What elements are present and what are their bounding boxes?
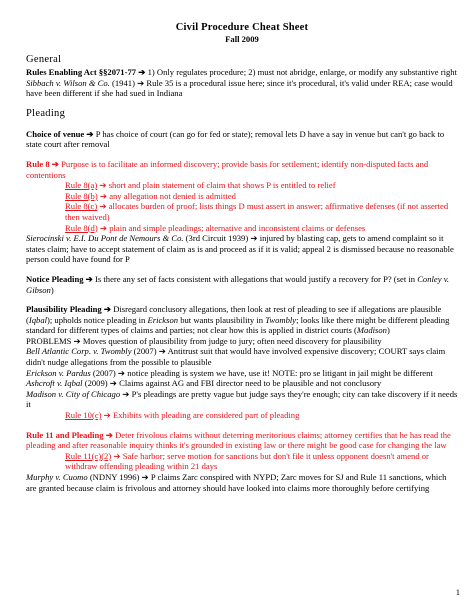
rea-paragraph: Rules Enabling Act §§2071-77 ➔ 1) Only regulates procedure; 2) must not abridge, enlarge, or modify any substantive right	[26, 67, 457, 77]
section-heading-general: General	[26, 54, 62, 65]
rule8-paragraph: Rule 8 ➔ Purpose is to facilitate an informed discovery; provide basis for settlement; identify non-disputed facts and contentions	[26, 158, 429, 180]
case-name: Bell Atlantic Corp. v. Twombly	[26, 346, 132, 357]
rule-ref-link: Rule 8(c)	[65, 201, 98, 212]
rule8-item: Rule 8(d) ➔ plain and simple pleadings; alternative and inconsistent claims or defenses	[65, 222, 366, 233]
arrow-icon: ➔	[51, 158, 59, 169]
rule-ref-link: Rule 8(b)	[65, 190, 98, 201]
rule8-item: Rule 8(a) ➔ short and plain statement of claim that shows P is entitled to relief	[65, 180, 336, 191]
ashcroft-paragraph: Ashcroft v. Iqbal (2009) ➔ Claims against AG and FBI director need to be plausible and not conclusory	[26, 378, 382, 389]
page-subtitle: Fall 2009	[225, 34, 259, 44]
sibbach-paragraph: Sibbach v. Wilson & Co. (1941) ➔ Rule 35 is a procedural issue here; since it's procedural, it's valid under REA; case would have been different if she had sued in Indiana	[26, 77, 453, 99]
notice-paragraph: Notice Pleading ➔ Is there any set of facts consistent with allegations that would justify a recovery for P? (set in Conley v. Gibson)	[26, 273, 450, 295]
arrow-icon: ➔	[105, 429, 113, 440]
sierocinski-paragraph: Sierocinski v. E.I. Du Pont de Nemours & Co. (3rd Circuit 1939) ➔ injured by blasting cap, gets to amend complaint so it states claim; have to accept statement of claim as is and proceed as if it is valid; appeal 2 is dismissed because no reasonable person could have found for P	[26, 233, 454, 265]
problems-line: PROBLEMS ➔ Moves question of plausibility from judge to jury; often need discovery for plausibility	[26, 335, 382, 346]
rule11-paragraph: Rule 11 and Pleading ➔ Deter frivolous claims without deterring meritorious claims; attorney certifies that he has read the pleading and after reasonable inquiry thinks it's grounded in existing law or there might be good case for changing the law	[26, 429, 451, 451]
document-page	[26, 22, 458, 493]
arrow-icon: ➔	[103, 304, 112, 315]
bell-paragraph: Bell Atlantic Corp. v. Twombly (2007) ➔ Antitrust suit that would have involved expensive discovery; COURT says claim didn't nudge allegations from the possible to plausible	[26, 346, 446, 368]
case-name: Ashcroft v. Iqbal	[26, 378, 83, 389]
murphy-paragraph: Murphy v. Cuomo (NDNY 1996) ➔ P claims Zarc conspired with NYPD; Zarc moves for SJ and Rule 11 sanctions, which are granted because claim is frivolous and attorney should have looked into claims more thoroughly before certifying	[26, 472, 447, 493]
case-name: Conley v. Gibson	[26, 273, 450, 295]
case-name: Madison v. City of Chicago	[26, 388, 121, 399]
rule-ref-link: Rule 8(d)	[65, 222, 98, 233]
rule-ref-link: Rule 11(c)(2)	[65, 450, 112, 461]
arrow-icon: ➔	[138, 67, 146, 77]
section-heading-pleading: Pleading	[26, 107, 66, 119]
erickson-paragraph: Erickson v. Pardus (2007) ➔ notice pleading is system we have, use it! NOTE: pro se litigant in jail might be different	[26, 367, 433, 378]
case-name: Sierocinski v. E.I. Du Pont de Nemours & Co.	[26, 233, 184, 244]
rule8-item: Rule 8(b) ➔ any allegation not denied is admitted	[65, 190, 236, 201]
page-number: 1	[455, 587, 460, 597]
arrow-icon: ➔	[86, 128, 94, 139]
case-name: Erickson v. Pardus	[26, 367, 91, 378]
rule-ref-link: Rule 8(a)	[65, 180, 98, 191]
rule8-item: Rule 8(c) ➔ allocates burden of proof; lists things D must assert in answer; affirmative defenses (if not asserted then waived)	[65, 201, 449, 222]
case-name: Murphy v. Cuomo	[26, 472, 88, 482]
madison-paragraph: Madison v. City of Chicago ➔ P's pleadings are pretty vague but judge says they're enough; city can take discovery if it needs it	[26, 388, 458, 410]
page-title: Civil Procedure Cheat Sheet	[175, 22, 309, 33]
plausibility-paragraph: Plausibility Pleading ➔ Disregard conclusory allegations, then look at rest of pleading to see if allegations are plausible (Iqbal); upholds notice pleading in Erickson but wants plausibility in Twombly; looks like there might be different pleading standard for different types of claims and parties; not clear how this is applied in district courts (Madison)	[26, 304, 450, 336]
arrow-icon: ➔	[85, 273, 93, 284]
venue-paragraph: Choice of venue ➔ P has choice of court (can go for fed or state); removal lets D have a say in venue but can't go back to state court after removal	[26, 128, 445, 150]
rule-ref-link: Rule 10(c)	[65, 410, 102, 421]
rule11c2-item: Rule 11(c)(2) ➔ Safe harbor; serve motion for sanctions but don't file it unless opponent doesn't amend or withdraw offending pleading within 21 days	[65, 450, 429, 472]
case-name: Sibbach v. Wilson & Co.	[26, 77, 110, 88]
rule10c-item: Rule 10(c) ➔ Exhibits with pleading are considered part of pleading	[65, 410, 300, 421]
rea-lead: Rules Enabling Act §§2071-77	[26, 67, 139, 77]
